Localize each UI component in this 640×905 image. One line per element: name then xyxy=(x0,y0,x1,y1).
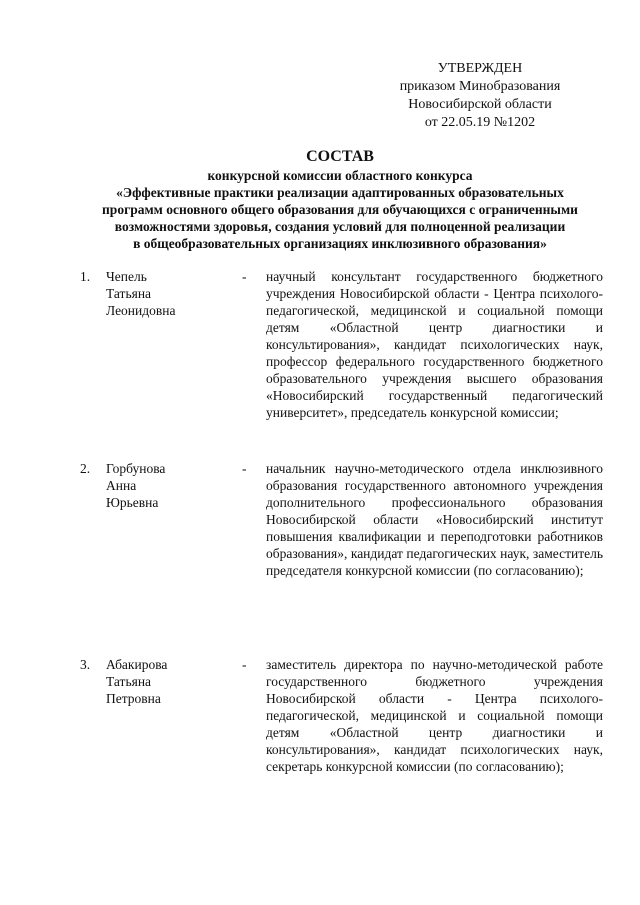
approval-region: Новосибирской области xyxy=(408,97,552,112)
document-heading xyxy=(40,148,640,252)
member-surname: Горбунова xyxy=(106,461,166,476)
member-dash: - xyxy=(242,269,247,284)
heading-line: возможностями здоровья, создания условий для полноценной реализации xyxy=(114,219,566,234)
member-patronymic: Леонидовна xyxy=(106,303,176,318)
member-first-name: Анна xyxy=(106,478,137,493)
approval-stamp xyxy=(380,60,580,132)
document-title: СОСТАВ xyxy=(306,148,374,165)
member-number: 2. xyxy=(80,461,91,476)
member-description: заместитель директора по научно-методической работе государственного бюджетного учреждения Новосибирской области - Центра психолого-педагогической, медицинской и социальной помощи детям «Областной центр диагностики и консультирования», кандидат психологических наук, секретарь конкурсной комиссии (по согласованию); xyxy=(266,657,603,774)
member-patronymic: Юрьевна xyxy=(106,495,159,510)
heading-line: в общеобразовательных организациях инклюзивного образования» xyxy=(133,236,547,251)
heading-line: программ основного общего образования для обучающихся с ограниченными xyxy=(102,202,578,217)
approval-date: от 22.05.19 №1202 xyxy=(424,115,536,130)
heading-line: «Эффективные практики реализации адаптированных образовательных xyxy=(116,185,564,200)
member-first-name: Татьяна xyxy=(106,674,152,689)
member-surname: Чепель xyxy=(106,269,147,284)
member-number: 1. xyxy=(80,269,91,284)
member-name xyxy=(106,460,236,511)
member-number: 3. xyxy=(80,657,91,672)
heading-line: конкурсной комиссии областного конкурса xyxy=(207,168,473,183)
member-patronymic: Петровна xyxy=(106,691,161,706)
member-name xyxy=(106,656,236,707)
member-surname: Абакирова xyxy=(106,657,168,672)
member-dash: - xyxy=(242,461,247,476)
approval-order: приказом Минобразования xyxy=(399,79,561,94)
member-dash: - xyxy=(242,657,247,672)
member-description: начальник научно-методического отдела инклюзивного образования государственного автономного учреждения дополнительного профессионального образования Новосибирской области «Новосибирский институт повышения квалификации и переподготовки работников образования», кандидат педагогических наук, заместитель председателя конкурсной комиссии (по согласованию); xyxy=(266,461,603,578)
approval-title: УТВЕРЖДЕН xyxy=(437,61,523,76)
member-description: научный консультант государственного бюджетного учреждения Новосибирской области - Центра психолого-педагогической, медицинской и социальной помощи детям «Областной центр диагностики и консультирования», кандидат психологических наук, профессор федерального государственного бюджетного образовательного учреждения высшего образования «Новосибирский государственный педагогический университет», председатель конкурсной комиссии; xyxy=(266,269,603,420)
member-name xyxy=(106,268,236,319)
member-first-name: Татьяна xyxy=(106,286,152,301)
